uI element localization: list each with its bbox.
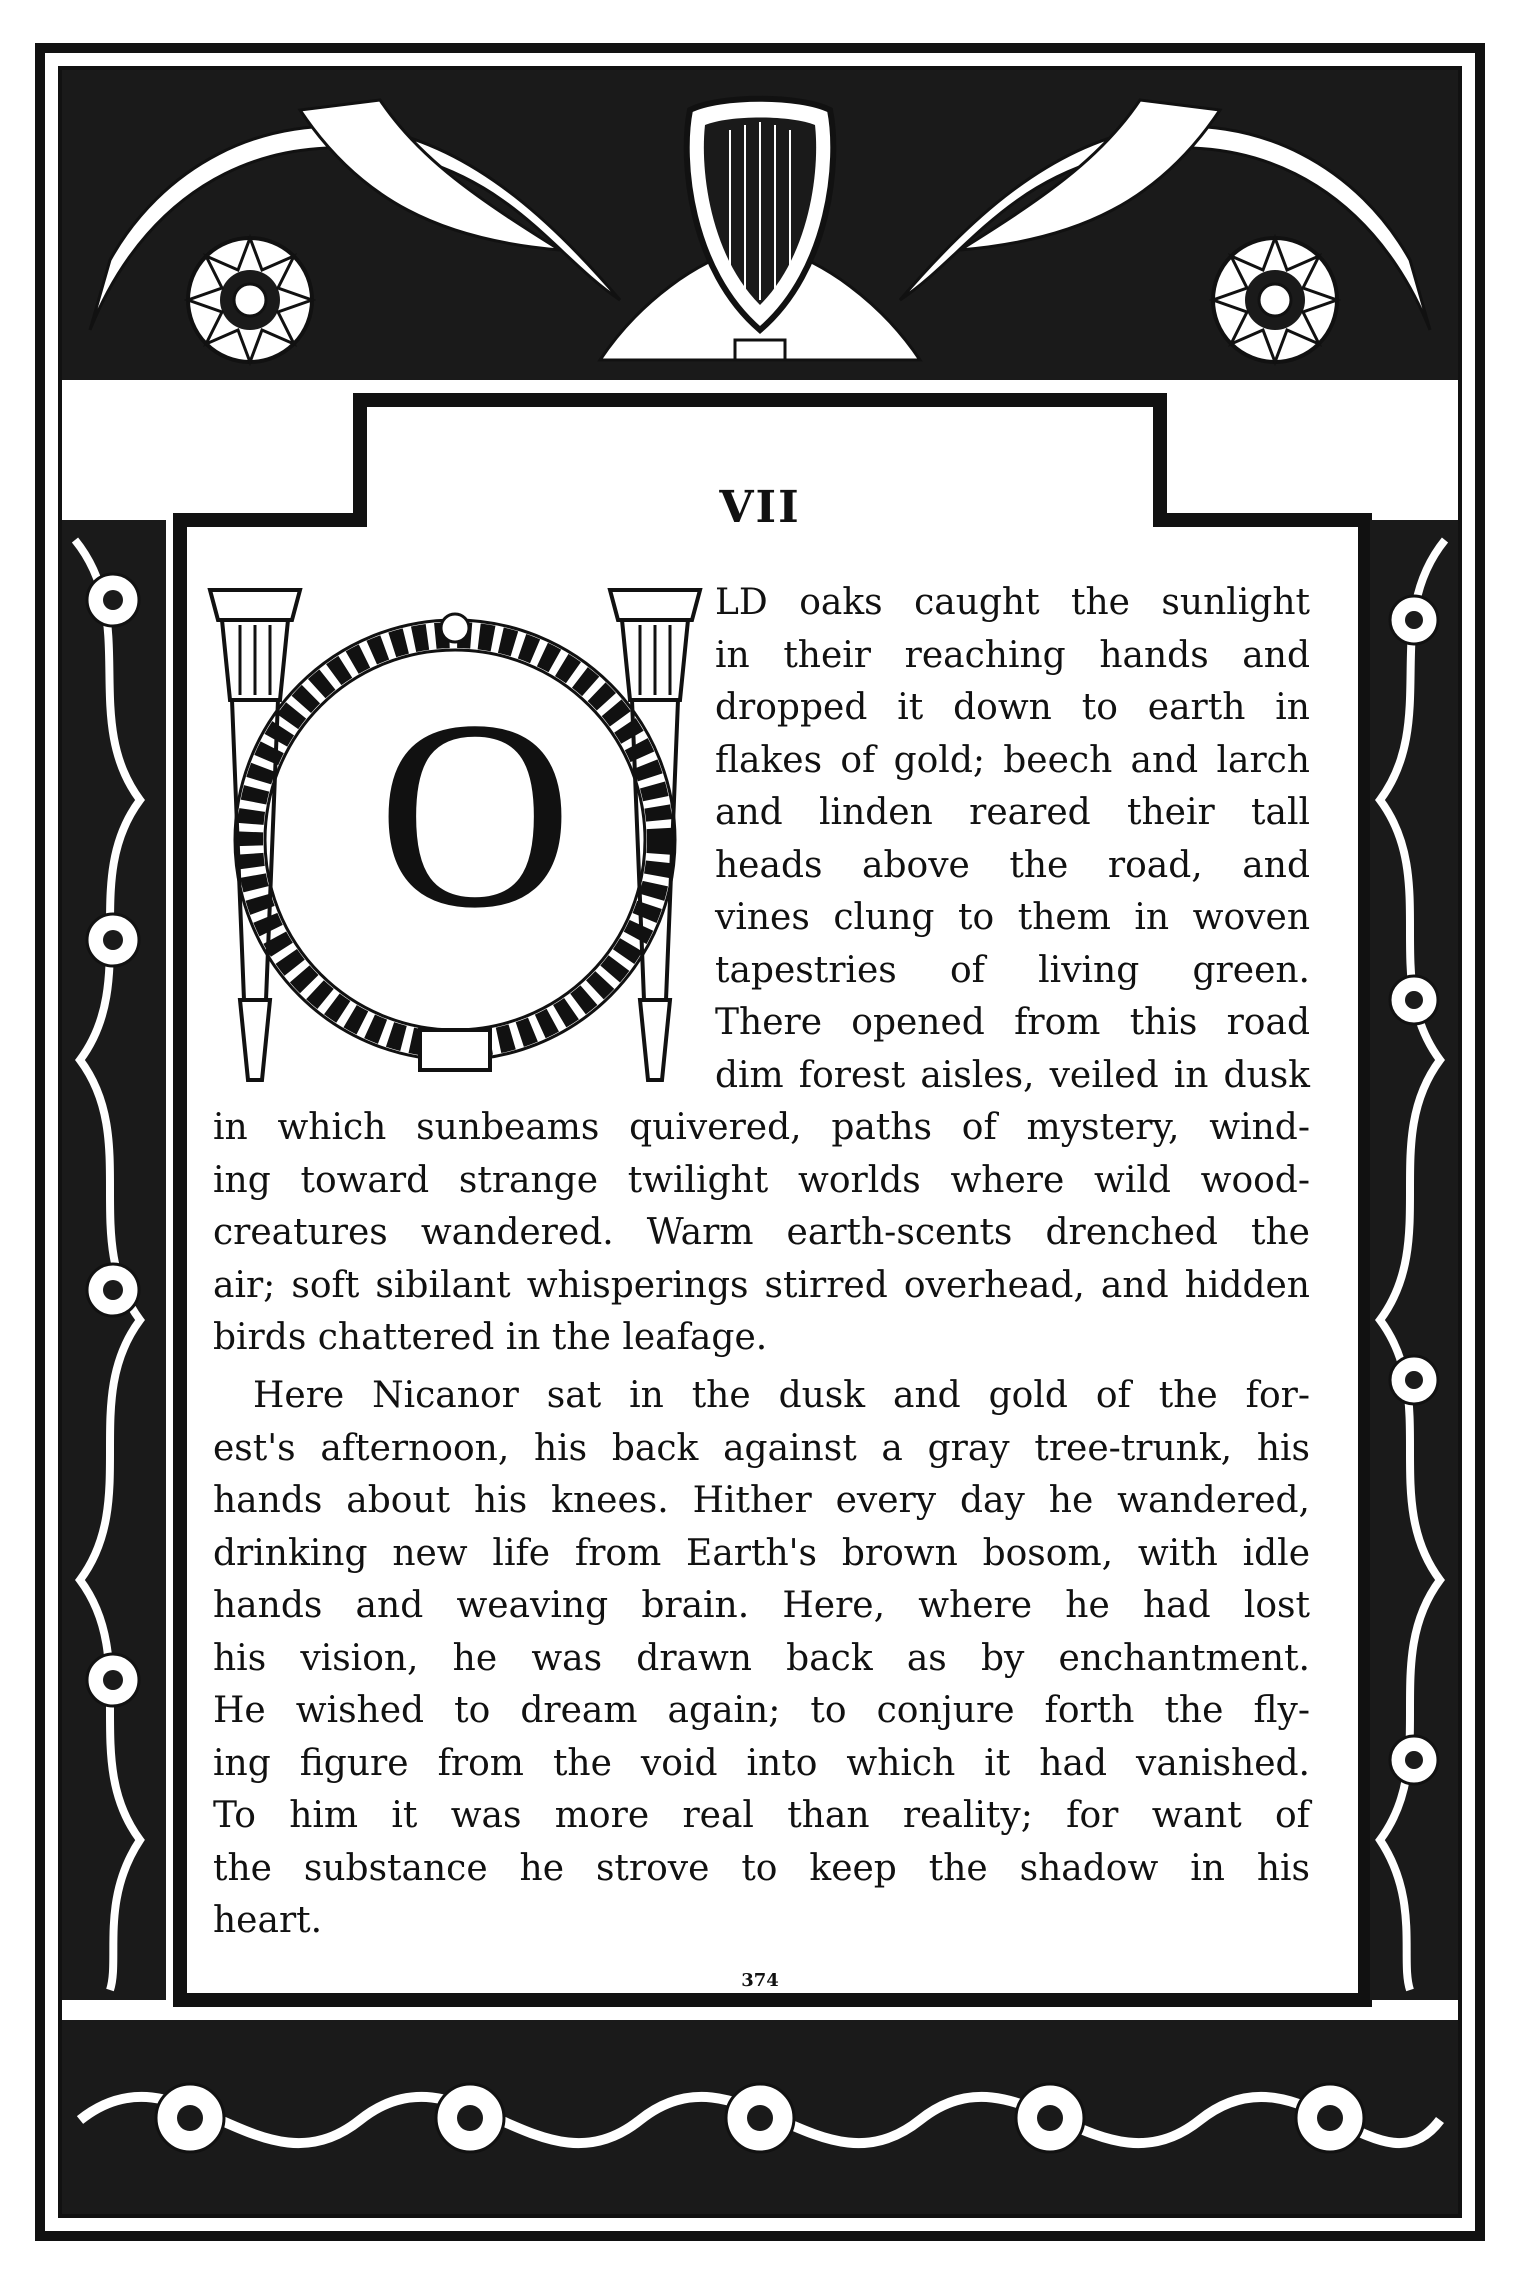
text-line: hands and weaving brain. Here, where he had lost [213, 1585, 1310, 1626]
text-line: and linden reared their tall [715, 792, 1310, 833]
text-line: heads above the road, and [715, 844, 1310, 886]
text-line: creatures wandered. Warm earth-scents drenched the [213, 1212, 1310, 1253]
text-line: drinking new life from Earth's brown bosom, with idle [213, 1532, 1310, 1574]
text-line: vines clung to them in woven [715, 897, 1310, 938]
text-line: air; soft sibilant whisperings stirred overhead, and hidden [213, 1264, 1310, 1306]
text-line: tapestries of living green. [715, 949, 1310, 991]
text-line: birds chattered in the leafage. [213, 1317, 768, 1358]
drop-cap-letter: O [377, 665, 573, 964]
bottom-ornament-band [62, 2020, 1458, 2214]
text-line: LD oaks caught the sunlight [715, 582, 1310, 623]
text-line: the substance he strove to keep the shadow in his [213, 1847, 1310, 1889]
text-line: dropped it down to earth in [715, 687, 1310, 728]
top-ornament-band [62, 70, 1458, 380]
rose-icon [1213, 238, 1337, 362]
page-number: 374 [741, 1970, 779, 1991]
text-line: in which sunbeams quivered, paths of mystery, wind- [213, 1107, 1310, 1148]
text-line: dim forest aisles, veiled in dusk [715, 1054, 1310, 1096]
text-line: There opened from this road [715, 1002, 1310, 1043]
right-ornament-band [1370, 520, 1458, 2000]
text-line: Here Nicanor sat in the dusk and gold of the for- [253, 1375, 1310, 1416]
left-ornament-band [62, 520, 166, 2000]
text-line: his vision, he was drawn back as by enchantment. [213, 1637, 1310, 1679]
paragraph-1-beside-initial [715, 577, 1310, 1102]
text-line: heart. [213, 1900, 323, 1941]
chapter-number: VII [719, 482, 801, 533]
rose-icon [188, 238, 312, 362]
text-line: ing toward strange twilight worlds where wild wood- [213, 1159, 1310, 1201]
paragraph-2 [213, 1370, 1310, 1948]
text-line: To him it was more real than reality; for want of [213, 1795, 1310, 1836]
text-line: ing figure from the void into which it had vanished. [213, 1742, 1310, 1784]
text-line: est's afternoon, his back against a gray tree-trunk, his [213, 1427, 1310, 1469]
text-line: in their reaching hands and [715, 634, 1310, 676]
paragraph-1-full-width [213, 1102, 1310, 1365]
text-line: hands about his knees. Hither every day he wandered, [213, 1480, 1310, 1521]
text-line: He wished to dream again; to conjure forth the fly- [213, 1690, 1310, 1731]
text-line: flakes of gold; beech and larch [715, 739, 1310, 781]
